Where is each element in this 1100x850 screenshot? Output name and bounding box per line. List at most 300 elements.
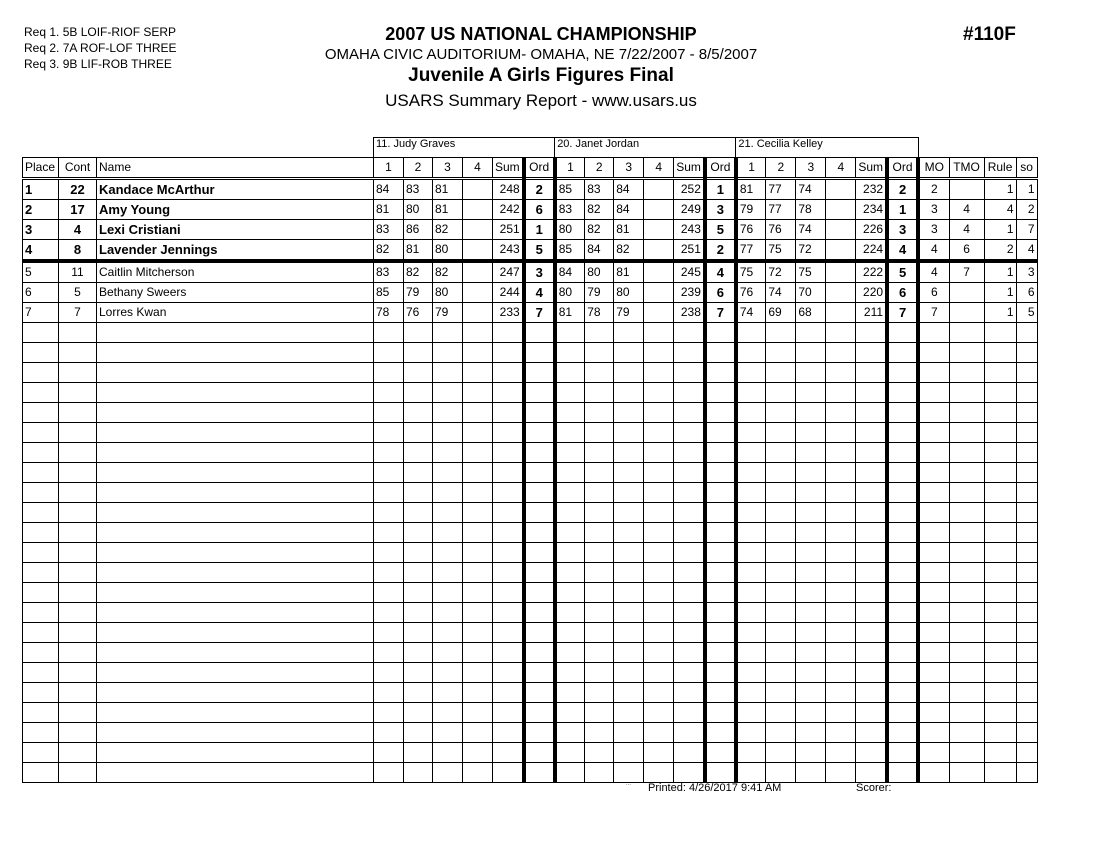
empty-cell (433, 323, 463, 343)
score-cell (826, 303, 856, 323)
score-cell: 78 (585, 303, 614, 323)
empty-cell (674, 363, 705, 383)
empty-cell (856, 703, 887, 723)
empty-cell (493, 563, 524, 583)
empty-cell (524, 623, 555, 643)
empty-cell (555, 703, 585, 723)
sum-cell: 238 (674, 303, 705, 323)
empty-cell (1016, 743, 1037, 763)
score-cell: 74 (796, 220, 826, 240)
empty-cell (918, 543, 949, 563)
empty-cell (433, 383, 463, 403)
so-cell: 4 (1016, 240, 1037, 262)
empty-cell (796, 643, 826, 663)
empty-cell (555, 503, 585, 523)
empty-cell (1016, 323, 1037, 343)
score-cell: 81 (404, 240, 433, 262)
empty-cell (585, 703, 614, 723)
empty-cell (796, 423, 826, 443)
cont-cell: 22 (59, 179, 97, 200)
empty-cell (766, 703, 796, 723)
empty-cell (644, 443, 674, 463)
empty-cell (59, 503, 97, 523)
empty-cell (705, 763, 736, 783)
empty-cell (736, 483, 766, 503)
empty-cell (585, 603, 614, 623)
empty-cell (614, 343, 644, 363)
score-cell: 81 (555, 303, 585, 323)
empty-cell (374, 723, 404, 743)
empty-cell (555, 623, 585, 643)
empty-cell (555, 663, 585, 683)
empty-cell (796, 723, 826, 743)
blank-row (23, 723, 1038, 743)
blank-row (23, 343, 1038, 363)
empty-cell (463, 603, 493, 623)
empty-cell (887, 483, 918, 503)
empty-cell (585, 343, 614, 363)
empty-cell (585, 463, 614, 483)
empty-cell (97, 463, 374, 483)
empty-cell (918, 483, 949, 503)
empty-cell (1016, 703, 1037, 723)
empty-cell (97, 743, 374, 763)
empty-cell (736, 623, 766, 643)
ordinal-cell: 7 (524, 303, 555, 323)
empty-cell (374, 403, 404, 423)
empty-cell (674, 743, 705, 763)
empty-cell (23, 443, 59, 463)
empty-cell (493, 603, 524, 623)
score-cell: 77 (766, 200, 796, 220)
empty-cell (856, 383, 887, 403)
empty-cell (736, 603, 766, 623)
empty-cell (887, 603, 918, 623)
empty-cell (614, 523, 644, 543)
ordinal-cell: 4 (705, 261, 736, 283)
empty-cell (555, 683, 585, 703)
blank-row (23, 383, 1038, 403)
empty-cell (585, 383, 614, 403)
col-j2-s1: 1 (555, 158, 585, 179)
empty-cell (826, 323, 856, 343)
empty-cell (404, 503, 433, 523)
empty-cell (887, 623, 918, 643)
sum-cell: 226 (856, 220, 887, 240)
sum-cell: 248 (493, 179, 524, 200)
score-cell: 83 (555, 200, 585, 220)
empty-cell (555, 563, 585, 583)
score-cell: 82 (433, 261, 463, 283)
score-cell (463, 240, 493, 262)
empty-cell (463, 763, 493, 783)
empty-cell (1016, 463, 1037, 483)
empty-cell (463, 483, 493, 503)
empty-cell (918, 423, 949, 443)
empty-cell (705, 503, 736, 523)
score-cell (644, 240, 674, 262)
empty-cell (614, 323, 644, 343)
blank-row (23, 463, 1038, 483)
empty-cell (856, 503, 887, 523)
empty-cell (705, 423, 736, 443)
empty-cell (555, 403, 585, 423)
empty-cell (433, 423, 463, 443)
ordinal-cell: 5 (887, 261, 918, 283)
empty-cell (97, 423, 374, 443)
empty-cell (524, 563, 555, 583)
empty-cell (736, 663, 766, 683)
empty-cell (1016, 723, 1037, 743)
results-table (22, 137, 1038, 783)
score-cell: 81 (614, 220, 644, 240)
place-cell: 7 (23, 303, 59, 323)
empty-cell (887, 343, 918, 363)
empty-cell (404, 723, 433, 743)
score-cell: 84 (555, 261, 585, 283)
skater-name-cell: Bethany Sweers (97, 283, 374, 303)
empty-cell (374, 643, 404, 663)
sum-cell: 245 (674, 261, 705, 283)
empty-cell (97, 563, 374, 583)
score-cell: 81 (374, 200, 404, 220)
empty-cell (674, 763, 705, 783)
col-j3-s3: 3 (796, 158, 826, 179)
table-row (23, 261, 1038, 283)
empty-cell (555, 343, 585, 363)
empty-cell (59, 383, 97, 403)
empty-cell (856, 483, 887, 503)
empty-cell (493, 323, 524, 343)
empty-cell (524, 483, 555, 503)
empty-cell (766, 323, 796, 343)
tmo-cell (949, 283, 984, 303)
sum-cell: 222 (856, 261, 887, 283)
col-j1-sum: Sum (493, 158, 524, 179)
empty-cell (826, 623, 856, 643)
tmo-cell: 4 (949, 220, 984, 240)
empty-cell (918, 523, 949, 543)
event-name: Juvenile A Girls Figures Final (408, 65, 674, 86)
col-j3-s2: 2 (766, 158, 796, 179)
empty-cell (97, 703, 374, 723)
empty-cell (23, 743, 59, 763)
score-cell: 84 (614, 200, 644, 220)
cont-cell: 4 (59, 220, 97, 240)
empty-cell (555, 483, 585, 503)
empty-cell (736, 503, 766, 523)
empty-cell (404, 423, 433, 443)
empty-cell (524, 343, 555, 363)
ordinal-cell: 1 (705, 179, 736, 200)
empty-cell (463, 683, 493, 703)
score-cell (644, 200, 674, 220)
empty-cell (59, 563, 97, 583)
blank-row (23, 583, 1038, 603)
empty-cell (796, 443, 826, 463)
score-cell: 82 (404, 261, 433, 283)
empty-cell (585, 323, 614, 343)
empty-cell (826, 583, 856, 603)
empty-cell (97, 543, 374, 563)
empty-cell (796, 323, 826, 343)
empty-cell (949, 423, 984, 443)
empty-cell (705, 623, 736, 643)
empty-cell (463, 643, 493, 663)
rule-cell: 1 (984, 220, 1016, 240)
empty-cell (766, 503, 796, 523)
empty-cell (984, 563, 1016, 583)
empty-cell (463, 443, 493, 463)
sum-cell: 252 (674, 179, 705, 200)
empty-cell (493, 403, 524, 423)
empty-cell (23, 703, 59, 723)
score-cell: 84 (585, 240, 614, 262)
col-tmo: TMO (949, 158, 984, 179)
col-j2-s2: 2 (585, 158, 614, 179)
empty-cell (585, 483, 614, 503)
empty-cell (887, 663, 918, 683)
skater-name-cell: Caitlin Mitcherson (97, 261, 374, 283)
score-cell: 82 (374, 240, 404, 262)
empty-cell (705, 703, 736, 723)
empty-cell (949, 603, 984, 623)
blank-row (23, 683, 1038, 703)
empty-cell (644, 683, 674, 703)
empty-cell (433, 723, 463, 743)
empty-cell (736, 763, 766, 783)
empty-cell (463, 563, 493, 583)
empty-cell (984, 363, 1016, 383)
tmo-cell: 4 (949, 200, 984, 220)
col-place: Place (23, 158, 59, 179)
empty-cell (705, 403, 736, 423)
empty-cell (585, 643, 614, 663)
skater-name-cell: Lexi Cristiani (97, 220, 374, 240)
so-cell: 3 (1016, 261, 1037, 283)
empty-cell (766, 663, 796, 683)
empty-cell (949, 623, 984, 643)
empty-cell (59, 763, 97, 783)
score-cell: 82 (433, 220, 463, 240)
empty-cell (796, 663, 826, 683)
printed-timestamp: Printed: 4/26/2017 9:41 AM (648, 782, 782, 794)
empty-cell (23, 403, 59, 423)
empty-cell (766, 763, 796, 783)
empty-cell (736, 343, 766, 363)
empty-cell (404, 363, 433, 383)
empty-cell (493, 663, 524, 683)
empty-cell (1016, 443, 1037, 463)
empty-cell (644, 463, 674, 483)
col-j3-s4: 4 (826, 158, 856, 179)
empty-cell (887, 403, 918, 423)
empty-cell (23, 643, 59, 663)
empty-cell (404, 483, 433, 503)
rule-cell: 1 (984, 261, 1016, 283)
empty-cell (826, 743, 856, 763)
empty-cell (463, 343, 493, 363)
blank-row (23, 403, 1038, 423)
ordinal-cell: 7 (887, 303, 918, 323)
empty-cell (887, 743, 918, 763)
requirement-2: Req 2. 7A ROF-LOF THREE (24, 41, 177, 55)
empty-cell (585, 663, 614, 683)
empty-cell (374, 623, 404, 643)
cont-cell: 7 (59, 303, 97, 323)
blank-row (23, 523, 1038, 543)
score-cell: 76 (736, 220, 766, 240)
empty-cell (826, 463, 856, 483)
mo-cell: 6 (918, 283, 949, 303)
score-cell (826, 179, 856, 200)
empty-cell (614, 683, 644, 703)
empty-cell (644, 523, 674, 543)
empty-cell (374, 743, 404, 763)
empty-cell (856, 763, 887, 783)
empty-cell (23, 483, 59, 503)
empty-cell (887, 463, 918, 483)
empty-cell (984, 743, 1016, 763)
score-cell: 85 (374, 283, 404, 303)
empty-cell (524, 723, 555, 743)
score-cell (826, 283, 856, 303)
empty-cell (374, 503, 404, 523)
empty-cell (433, 563, 463, 583)
table-row (23, 303, 1038, 323)
empty-cell (433, 523, 463, 543)
empty-cell (614, 743, 644, 763)
empty-cell (463, 623, 493, 643)
empty-cell (826, 663, 856, 683)
score-cell: 84 (614, 179, 644, 200)
empty-cell (826, 383, 856, 403)
empty-cell (766, 583, 796, 603)
empty-cell (705, 663, 736, 683)
empty-cell (856, 523, 887, 543)
score-cell: 74 (796, 179, 826, 200)
empty-cell (433, 463, 463, 483)
empty-cell (374, 543, 404, 563)
empty-cell (524, 703, 555, 723)
skater-name-cell: Lorres Kwan (97, 303, 374, 323)
empty-cell (887, 643, 918, 663)
empty-cell (705, 543, 736, 563)
empty-cell (766, 523, 796, 543)
score-cell (644, 303, 674, 323)
empty-cell (59, 663, 97, 683)
empty-cell (856, 363, 887, 383)
empty-cell (736, 463, 766, 483)
empty-cell (674, 723, 705, 743)
empty-cell (736, 683, 766, 703)
empty-cell (984, 643, 1016, 663)
empty-cell (374, 683, 404, 703)
empty-cell (463, 543, 493, 563)
empty-cell (984, 663, 1016, 683)
empty-cell (433, 363, 463, 383)
score-cell: 68 (796, 303, 826, 323)
score-cell: 81 (736, 179, 766, 200)
empty-cell (524, 323, 555, 343)
empty-cell (736, 323, 766, 343)
empty-cell (826, 563, 856, 583)
requirement-3: Req 3. 9B LIF-ROB THREE (24, 57, 172, 71)
blank-row (23, 543, 1038, 563)
empty-cell (614, 723, 644, 743)
empty-cell (23, 563, 59, 583)
table-row (23, 240, 1038, 262)
empty-cell (736, 543, 766, 563)
score-cell (644, 220, 674, 240)
empty-cell (826, 543, 856, 563)
empty-cell (585, 623, 614, 643)
empty-cell (555, 583, 585, 603)
empty-cell (887, 323, 918, 343)
empty-cell (23, 343, 59, 363)
empty-cell (585, 363, 614, 383)
empty-cell (404, 643, 433, 663)
score-cell: 85 (555, 179, 585, 200)
empty-cell (555, 723, 585, 743)
empty-cell (493, 423, 524, 443)
empty-cell (433, 443, 463, 463)
empty-cell (856, 683, 887, 703)
empty-cell (705, 443, 736, 463)
empty-cell (856, 623, 887, 643)
empty-cell (674, 523, 705, 543)
empty-cell (736, 723, 766, 743)
empty-cell (826, 403, 856, 423)
sum-cell: 243 (674, 220, 705, 240)
empty-cell (644, 483, 674, 503)
empty-cell (984, 543, 1016, 563)
empty-cell (59, 363, 97, 383)
empty-cell (1016, 403, 1037, 423)
empty-cell (555, 363, 585, 383)
empty-cell (856, 423, 887, 443)
empty-cell (493, 643, 524, 663)
empty-cell (614, 363, 644, 383)
empty-cell (1016, 383, 1037, 403)
place-cell: 3 (23, 220, 59, 240)
score-cell: 80 (585, 261, 614, 283)
empty-cell (59, 543, 97, 563)
empty-cell (766, 643, 796, 663)
empty-cell (949, 563, 984, 583)
empty-cell (463, 723, 493, 743)
empty-cell (796, 763, 826, 783)
empty-cell (433, 543, 463, 563)
empty-cell (555, 523, 585, 543)
score-cell: 75 (796, 261, 826, 283)
empty-cell (918, 443, 949, 463)
empty-cell (614, 503, 644, 523)
empty-cell (644, 623, 674, 643)
empty-cell (97, 723, 374, 743)
empty-cell (826, 483, 856, 503)
empty-cell (918, 643, 949, 663)
empty-cell (614, 703, 644, 723)
empty-cell (404, 323, 433, 343)
empty-cell (614, 443, 644, 463)
so-cell: 5 (1016, 303, 1037, 323)
empty-cell (705, 743, 736, 763)
empty-cell (674, 703, 705, 723)
empty-cell (705, 323, 736, 343)
empty-cell (493, 703, 524, 723)
empty-cell (984, 523, 1016, 543)
